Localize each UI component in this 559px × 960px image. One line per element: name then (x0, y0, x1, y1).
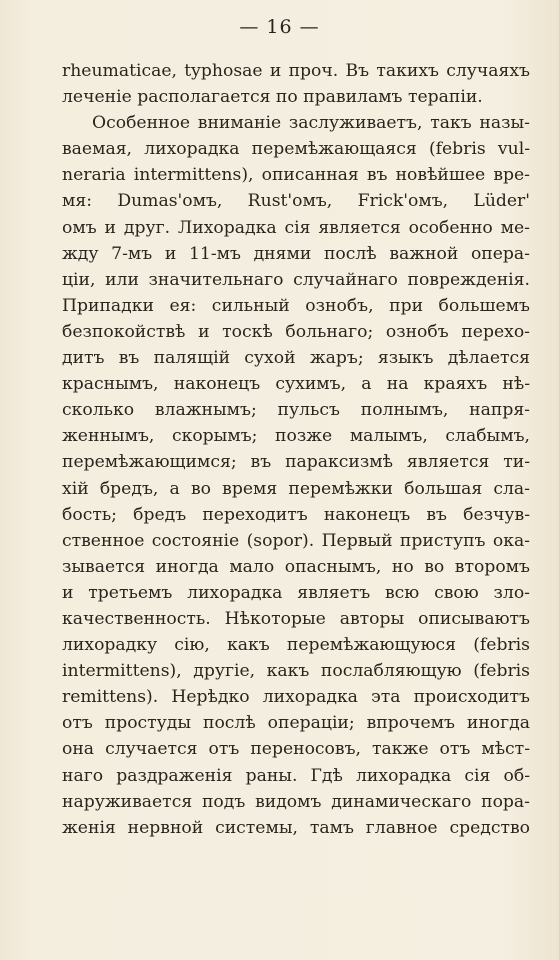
text-line-3: Особенное вниманіе заслуживаетъ, такъ назы- (92, 113, 530, 134)
text-line-23: лихорадку сію, какъ перемѣжающуюся (febris (62, 635, 530, 656)
text-line-26: отъ простуды послѣ операціи; впрочемъ иногда (62, 713, 530, 734)
text-line-14: сколько влажнымъ; пульсъ полнымъ, напря- (62, 400, 530, 421)
text-line-9: ціи, или значительнаго случайнаго поврежденія. (62, 269, 530, 290)
text-line-22: качественность. Нѣкоторые авторы описываютъ (62, 608, 530, 629)
text-line-29: наруживается подъ видомъ динамическаго пора- (62, 791, 530, 812)
text-line-28: наго раздраженія раны. Гдѣ лихорадка сія об- (62, 765, 530, 786)
text-line-2: леченіе располагается по правиламъ терапіи. (62, 87, 483, 108)
text-line-25: remittens). Нерѣдко лихорадка эта происходитъ (62, 687, 530, 708)
text-line-4: ваемая, лихорадка перемѣжающаяся (febris vul- (62, 139, 530, 160)
page-body-text (62, 58, 530, 841)
text-line-12: дитъ въ палящій сухой жаръ; языкъ дѣлается (62, 348, 530, 369)
text-line-15: женнымъ, скорымъ; позже малымъ, слабымъ, (62, 426, 530, 447)
text-line-7: омъ и друг. Лихорадка сія является особенно ме- (62, 217, 530, 238)
text-line-10: Припадки ея: сильный ознобъ, при большемъ (62, 295, 530, 316)
text-line-18: бость; бредъ переходитъ наконецъ въ безчув- (62, 504, 530, 525)
text-line-5: neraria intermittens), описанная въ новѣйшее вре- (62, 165, 530, 186)
text-line-6: мя: Dumas'омъ, Rust'омъ, Frick'омъ, Lüder' (62, 191, 530, 212)
page-number: — 16 — (239, 16, 320, 38)
text-line-1: rheumaticae, typhosae и проч. Въ такихъ случаяхъ (62, 61, 530, 81)
text-line-30: женія нервной системы, тамъ главное средство (62, 817, 530, 838)
text-line-11: безпокойствѣ и тоскѣ больнаго; ознобъ перехо- (62, 321, 530, 342)
text-line-16: перемѣжающимся; въ параксизмѣ является ти- (62, 452, 530, 473)
text-line-27: она случается отъ переносовъ, также отъ мѣст- (62, 739, 530, 760)
text-line-13: краснымъ, наконецъ сухимъ, а на краяхъ нѣ- (62, 374, 530, 395)
text-line-20: зывается иногда мало опаснымъ, но во второмъ (62, 556, 530, 577)
text-line-24: intermittens), другіе, какъ послабляющую (febris (62, 661, 530, 682)
text-line-17: хій бредъ, а во время перемѣжки большая сла- (62, 478, 530, 499)
text-line-21: и третьемъ лихорадка являетъ всю свою зло- (62, 582, 530, 603)
text-line-8: жду 7-мъ и 11-мъ днями послѣ важной опера- (62, 243, 530, 264)
text-line-19: ственное состояніе (sopor). Первый приступъ ока- (62, 530, 530, 551)
